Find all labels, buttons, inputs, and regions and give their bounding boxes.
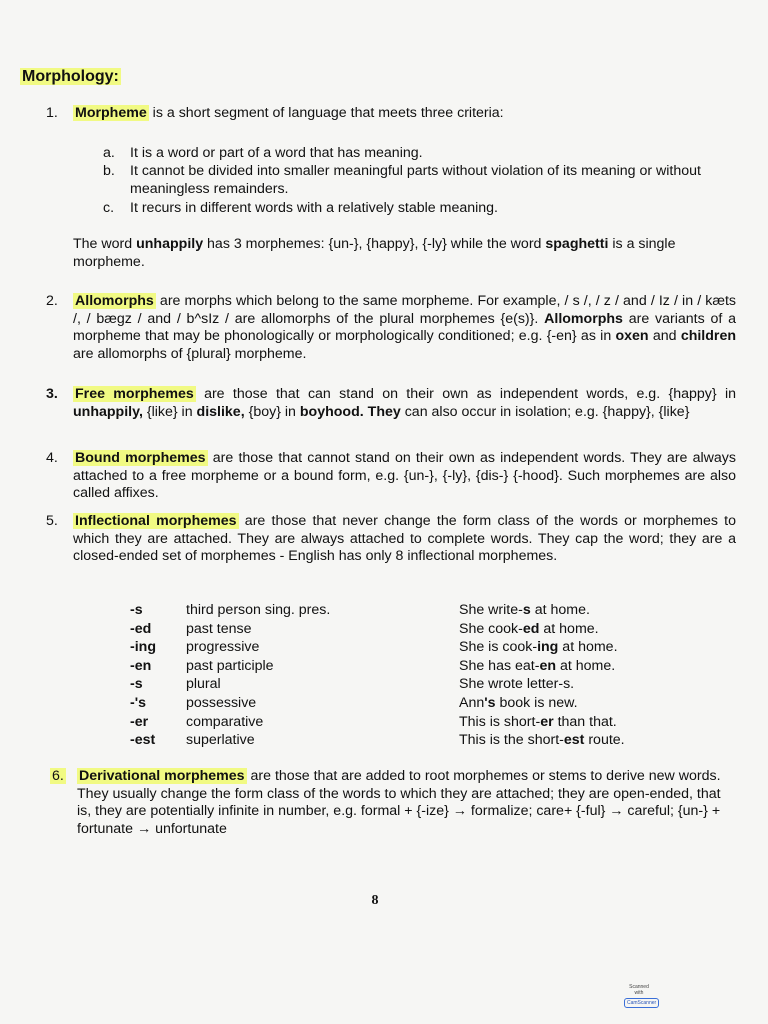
item-bound-morphemes — [46, 450, 736, 503]
criterion-letter: c. — [103, 200, 115, 216]
description: past participle — [186, 657, 274, 674]
table-row — [130, 731, 690, 750]
table-row — [130, 657, 690, 676]
term-derivational-morphemes: Derivational morphemes — [79, 768, 245, 784]
criterion-c — [103, 200, 743, 218]
example: She has eat-en at home. — [459, 657, 616, 674]
suffix: -s — [130, 676, 143, 693]
example-text: has 3 morphemes: {un-}, {happy}, {-ly} while the word — [203, 236, 546, 252]
description: plural — [186, 676, 221, 693]
criterion-text: It is a word or part of a word that has meaning. — [130, 145, 423, 161]
word-dislike: dislike, — [196, 403, 245, 420]
suffix: -est — [130, 732, 156, 749]
description: past tense — [186, 620, 252, 637]
morpheme-example — [73, 236, 733, 271]
item-number: 6. — [52, 768, 64, 784]
example-text: The word — [73, 236, 137, 252]
item-text: are those that never change the form class of the words or morphemes to which they are attached. They are always attached to complete words. They cap the word; they are a closed-ended set of morphemes - English has only 8 inflectional morphemes. — [73, 513, 737, 565]
example-word-spaghetti: spaghetti — [545, 236, 609, 252]
table-row — [130, 638, 690, 657]
description: third person sing. pres. — [186, 602, 331, 618]
item-text: are those that are added to root morphemes or stems to derive new words. They usually change the form class of the words to which they are attached; they are open-ended, that is, they are potentially infinite in number, e.g. formal + {-ize} → formalize; care+ {-ful} → careful; {un-} + fortunate → unfortunate — [77, 768, 721, 837]
suffix: -s — [130, 602, 143, 618]
item-text: {boy} in — [244, 403, 300, 420]
criterion-a — [103, 145, 743, 163]
example: She wrote letter-s. — [459, 676, 575, 693]
watermark-line: Scanned with — [629, 984, 649, 996]
example: This is short-er than that. — [459, 713, 617, 730]
word-unhappily: unhappily, — [73, 403, 143, 420]
table-row — [130, 694, 690, 713]
example: She is cook-ing at home. — [459, 639, 618, 656]
suffix: -ed — [130, 620, 152, 637]
page-title — [20, 68, 121, 86]
item-number: 1. — [46, 105, 58, 121]
word-oxen: oxen — [615, 328, 649, 345]
item-text: and — [648, 328, 681, 345]
example: She cook-ed at home. — [459, 620, 599, 637]
item-text: is a short segment of language that meets three criteria: — [148, 105, 504, 121]
description: comparative — [186, 713, 264, 730]
item-number: 5. — [46, 513, 58, 529]
item-text: are morphs which belong to the same morpheme. For example, / s /, / z / and / Iz / in / kæts /, / bægz / and / b^sIz / are allomorphs of the plural morphemes {e(s)}. — [73, 293, 736, 327]
item-text: {like} in — [142, 403, 197, 420]
description: superlative — [186, 732, 255, 749]
table-row — [130, 601, 690, 620]
item-free-morphemes — [46, 386, 736, 421]
example-text: is a single morpheme. — [73, 236, 676, 270]
item-text: can also occur in isolation; e.g. {happy}, {like} — [400, 403, 690, 420]
criterion-letter: b. — [103, 163, 115, 179]
item-allomorphs — [46, 293, 736, 363]
criterion-b — [103, 163, 743, 198]
term-bound-morphemes: Bound morphemes — [75, 450, 206, 466]
item-morpheme — [46, 105, 736, 123]
item-text: are those that can stand on their own as independent words, e.g. {happy} in — [195, 386, 736, 402]
camscanner-badge: CamScanner — [624, 998, 659, 1008]
example: She write-s at home. — [459, 602, 590, 618]
example: This is the short-est route. — [459, 732, 625, 749]
title-text: Morphology: — [22, 68, 119, 85]
term-free-morphemes: Free morphemes — [75, 386, 194, 402]
description: progressive — [186, 639, 260, 656]
table-row — [130, 620, 690, 639]
example: Ann's book is new. — [459, 694, 578, 711]
example-word-unhappily: unhappily — [136, 236, 204, 252]
word-children: children — [680, 328, 736, 345]
suffix: -en — [130, 657, 152, 674]
term-morpheme: Morpheme — [75, 105, 147, 121]
item-inflectional-morphemes — [46, 513, 736, 566]
criterion-letter: a. — [103, 145, 115, 161]
item-number: 2. — [46, 293, 58, 309]
word-boyhood: boyhood. They — [299, 403, 401, 420]
item-number: 3. — [46, 386, 58, 402]
scanner-watermark — [624, 984, 657, 1014]
item-text: are allomorphs of {plural} morpheme. — [73, 345, 307, 362]
suffix: -'s — [130, 694, 146, 711]
item-text: are those that cannot stand on their own as independent words. They are always attached to a free morpheme or a bound form, e.g. {un-}, {-ly}, {dis-} {-hood}. Such morphemes are also called affixes. — [73, 450, 736, 502]
term-allomorphs: Allomorphs — [75, 293, 154, 309]
inflectional-morphemes-table — [130, 601, 690, 750]
table-row — [130, 675, 690, 694]
item-derivational-morphemes — [50, 768, 736, 838]
table-row — [130, 713, 690, 732]
suffix: -er — [130, 713, 149, 730]
criterion-text: It recurs in different words with a relatively stable meaning. — [130, 200, 498, 216]
item-text: are variants of a morpheme that may be phonologically or morphologically conditioned; e.g. {-en} as in — [73, 310, 736, 345]
term-allomorphs-2: Allomorphs — [544, 310, 623, 327]
suffix: -ing — [130, 639, 156, 656]
term-inflectional-morphemes: Inflectional morphemes — [75, 513, 237, 529]
page-number: 8 — [371, 893, 379, 908]
description: possessive — [186, 694, 257, 711]
criterion-text: It cannot be divided into smaller meaningful parts without violation of its meaning or without meaningless remainders. — [130, 163, 701, 197]
item-number: 4. — [46, 450, 58, 466]
